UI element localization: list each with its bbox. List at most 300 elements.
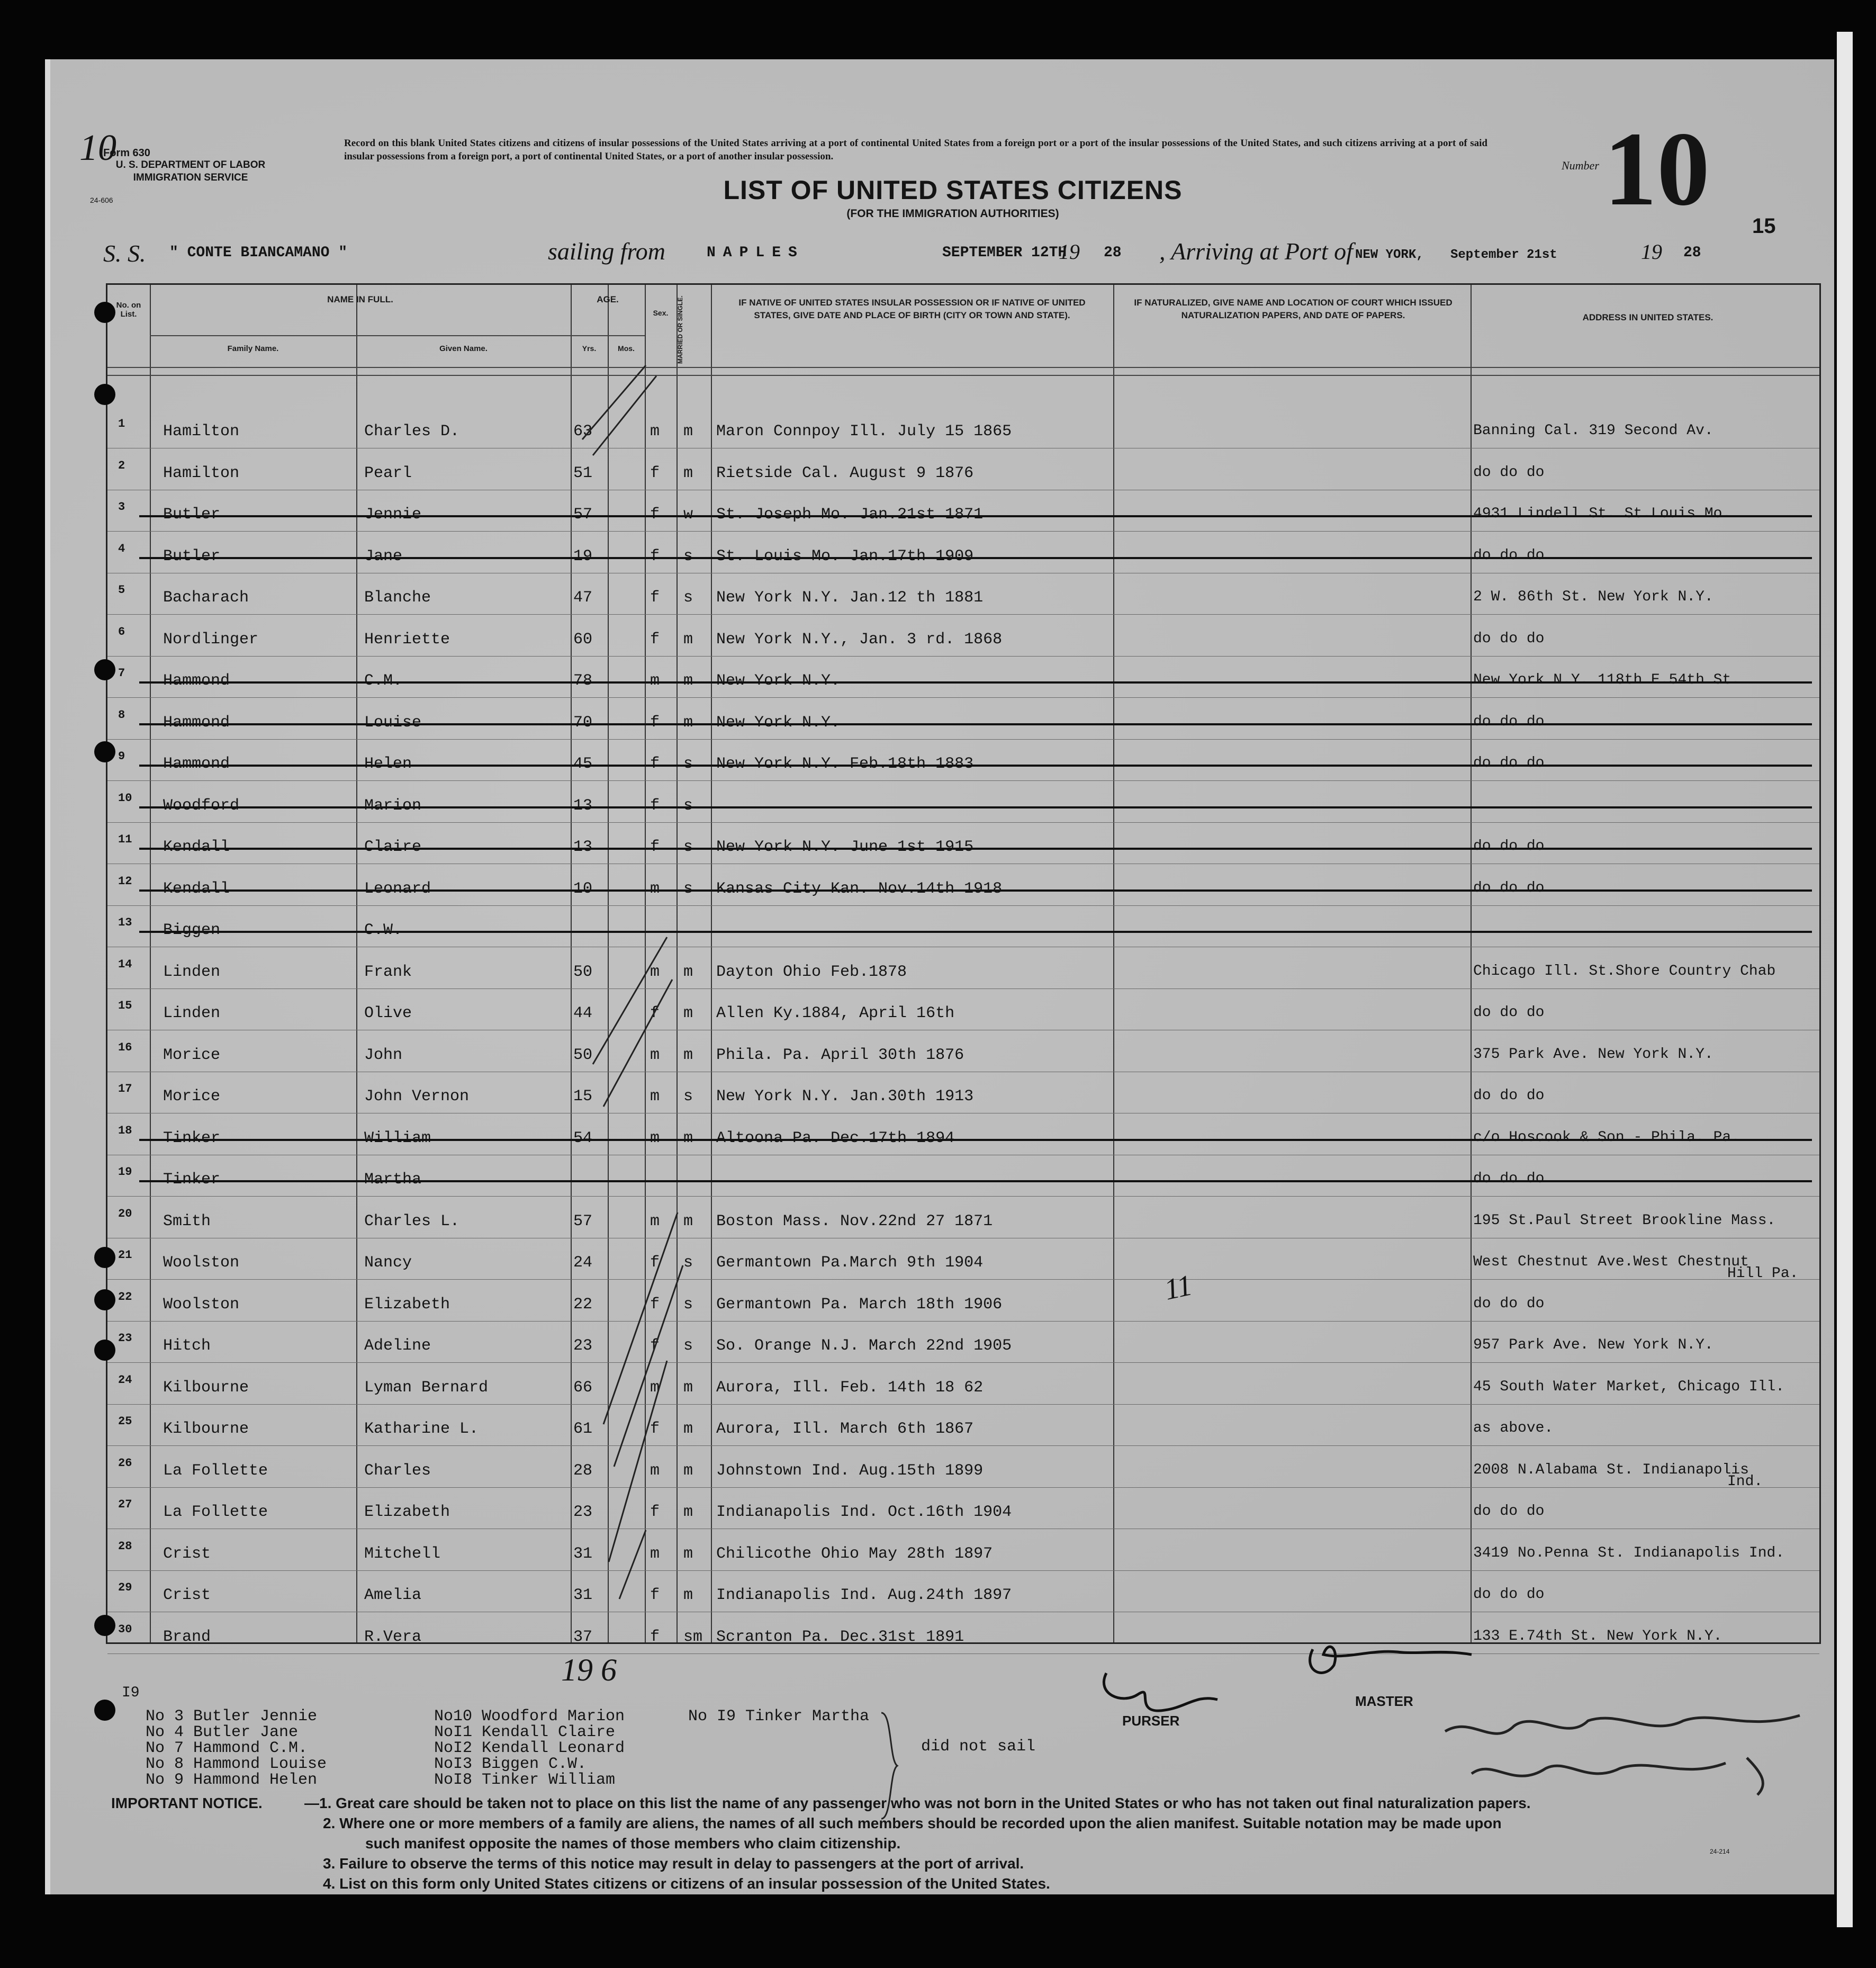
row-number: 24 xyxy=(118,1373,132,1387)
address-cell: 133 E.74th St. New York N.Y. xyxy=(1473,1628,1722,1645)
strike-through xyxy=(139,557,1812,559)
sex-cell: f xyxy=(650,1628,660,1646)
sex-cell: f xyxy=(650,464,660,482)
did-not-sail-item: No 7 Hammond C.M. xyxy=(146,1739,308,1757)
age-cell: 50 xyxy=(573,963,593,981)
family-name-cell: Linden xyxy=(163,963,221,981)
did-not-sail-item: NoI1 Kendall Claire xyxy=(434,1723,616,1741)
marital-status-cell: m xyxy=(683,1544,693,1563)
row-number: 30 xyxy=(118,1622,132,1636)
did-not-sail-item: NoI3 Biggen C.W. xyxy=(434,1755,587,1773)
row-rule xyxy=(107,1404,1819,1405)
given-name-cell: Jane xyxy=(364,547,403,565)
strike-through xyxy=(139,1180,1812,1182)
col-naturalized-header: IF NATURALIZED, GIVE NAME AND LOCATION OF COURT WHICH ISSUED NATURALIZATION PAPERS, AND DATE OF PAPERS. xyxy=(1134,298,1453,320)
punch-hole xyxy=(94,302,115,323)
sailing-label: sailing from xyxy=(548,238,665,265)
family-name-cell: Linden xyxy=(163,1004,221,1022)
did-not-sail-item: NoI2 Kendall Leonard xyxy=(434,1739,625,1757)
col-address-header: ADDRESS IN UNITED STATES. xyxy=(1582,312,1713,322)
page-subtitle: (FOR THE IMMIGRATION AUTHORITIES) xyxy=(846,208,1059,220)
row-rule xyxy=(107,1196,1819,1197)
address-cell: do do do xyxy=(1473,1088,1545,1104)
age-cell: 45 xyxy=(573,755,593,773)
header-divider xyxy=(107,375,1819,376)
row-rule xyxy=(107,697,1819,698)
family-name-cell: Morice xyxy=(163,1088,221,1106)
row-rule xyxy=(107,780,1819,781)
row-rule xyxy=(107,822,1819,823)
sailing-year-suffix: 28 xyxy=(1104,245,1122,261)
marital-status-cell: w xyxy=(683,506,693,524)
col-divider xyxy=(356,285,357,1642)
sex-cell: f xyxy=(650,796,660,815)
arrival-year-prefix: 19 xyxy=(1641,240,1662,264)
family-name-cell: Hamilton xyxy=(163,464,240,482)
family-name-cell: La Follette xyxy=(163,1461,268,1480)
family-name-cell: Hitch xyxy=(163,1337,211,1355)
row-rule xyxy=(107,905,1819,906)
strike-through xyxy=(139,806,1812,808)
birth-cell: New York N.Y., Jan. 3 rd. 1868 xyxy=(716,630,1003,649)
row-number: 20 xyxy=(118,1207,132,1220)
number-label: Number xyxy=(1562,159,1599,172)
family-name-cell: Biggen xyxy=(163,921,221,939)
given-name-cell: Charles L. xyxy=(364,1212,460,1230)
punch-hole xyxy=(94,1700,115,1721)
row-number: 17 xyxy=(118,1082,132,1095)
marital-status-cell: m xyxy=(683,713,693,732)
given-name-cell: Charles xyxy=(364,1461,431,1480)
marital-status-cell: m xyxy=(683,464,693,482)
notice-code: 24-214 xyxy=(1710,1848,1730,1855)
marital-status-cell: m xyxy=(683,1212,693,1230)
age-cell: 23 xyxy=(573,1503,593,1521)
marital-status-cell: s xyxy=(683,1088,693,1106)
header-divider xyxy=(107,367,1819,368)
age-cell: 70 xyxy=(573,713,593,732)
page-stamp: 15 xyxy=(1752,214,1776,238)
address-continuation: Ind. xyxy=(1727,1473,1763,1490)
sex-cell: m xyxy=(650,1212,660,1230)
sex-cell: f xyxy=(650,1337,660,1355)
family-name-cell: Hammond xyxy=(163,713,230,732)
given-name-cell: Adeline xyxy=(364,1337,431,1355)
given-name-cell: Frank xyxy=(364,963,412,981)
birth-cell: Germantown Pa. March 18th 1906 xyxy=(716,1295,1003,1314)
birth-cell: Scranton Pa. Dec.31st 1891 xyxy=(716,1628,964,1646)
address-cell: do do do xyxy=(1473,879,1545,896)
family-name-cell: Smith xyxy=(163,1212,211,1230)
marital-status-cell: m xyxy=(683,1420,693,1438)
did-not-sail-label: did not sail xyxy=(921,1738,1036,1756)
form-number: Form 630 xyxy=(103,147,150,159)
age-cell: 15 xyxy=(573,1088,593,1106)
family-name-cell: Butler xyxy=(163,547,221,565)
punch-hole xyxy=(94,659,115,680)
col-age-header: AGE. xyxy=(597,294,619,304)
age-cell: 60 xyxy=(573,630,593,649)
given-name-cell: Marion xyxy=(364,796,422,815)
family-name-cell: Woolston xyxy=(163,1295,240,1314)
marital-status-cell: m xyxy=(683,1461,693,1480)
address-cell: do do do xyxy=(1473,1295,1545,1312)
birth-cell: Allen Ky.1884, April 16th xyxy=(716,1004,955,1022)
col-divider xyxy=(1471,285,1472,1642)
notice-line: 3. Failure to observe the terms of this notice may result in delay to passengers at the port of arrival. xyxy=(323,1855,1024,1872)
marital-status-cell: m xyxy=(683,1586,693,1604)
row-rule xyxy=(107,1570,1819,1571)
given-name-cell: R.Vera xyxy=(364,1628,422,1646)
sailing-date: SEPTEMBER 12TH xyxy=(942,245,1067,261)
service-name: IMMIGRATION SERVICE xyxy=(133,172,248,183)
family-name-cell: Brand xyxy=(163,1628,211,1646)
family-name-cell: Hamilton xyxy=(163,423,240,441)
sex-cell: f xyxy=(650,630,660,649)
col-divider xyxy=(150,285,151,1642)
given-name-cell: Helen xyxy=(364,755,412,773)
col-married-header: MARRIED OR SINGLE. xyxy=(677,295,684,364)
row-number: 13 xyxy=(118,916,132,929)
birth-cell: Dayton Ohio Feb.1878 xyxy=(716,963,907,981)
row-number: 28 xyxy=(118,1539,132,1553)
purser-label: PURSER xyxy=(1122,1713,1180,1729)
row-number: 29 xyxy=(118,1581,132,1594)
row-number: 23 xyxy=(118,1332,132,1345)
birth-cell: New York N.Y. Feb.18th 1883 xyxy=(716,755,974,773)
row-number: 19 xyxy=(118,1165,132,1179)
given-name-cell: Henriette xyxy=(364,630,450,649)
address-cell: c/o Hoscook & Son - Phila. Pa. xyxy=(1473,1129,1740,1146)
family-name-cell: Crist xyxy=(163,1544,211,1563)
row-rule xyxy=(107,1445,1819,1446)
age-cell: 31 xyxy=(573,1586,593,1604)
age-cell: 22 xyxy=(573,1295,593,1314)
birth-cell: New York N.Y. Jan.30th 1913 xyxy=(716,1088,974,1106)
birth-cell: Altoona Pa. Dec.17th 1894 xyxy=(716,1129,955,1147)
sex-cell: m xyxy=(650,1378,660,1397)
birth-cell: Rietside Cal. August 9 1876 xyxy=(716,464,974,482)
birth-cell: Chilicothe Ohio May 28th 1897 xyxy=(716,1544,993,1563)
family-name-cell: Nordlinger xyxy=(163,630,259,649)
row-number: 1 xyxy=(118,417,125,430)
punch-hole xyxy=(94,1615,115,1636)
address-continuation: Hill Pa. xyxy=(1727,1265,1799,1282)
age-cell: 66 xyxy=(573,1378,593,1397)
address-cell: Chicago Ill. St.Shore Country Chab xyxy=(1473,963,1776,979)
sex-cell: m xyxy=(650,963,660,981)
family-name-cell: Kendall xyxy=(163,879,230,898)
did-not-sail-item: No 9 Hammond Helen xyxy=(146,1771,318,1789)
given-name-cell: Martha xyxy=(364,1171,422,1189)
punch-hole xyxy=(94,741,115,762)
row-rule xyxy=(107,531,1819,532)
header-divider xyxy=(150,335,645,336)
address-cell: New York N.Y. 118th E.54th St. xyxy=(1473,672,1740,688)
age-cell: 37 xyxy=(573,1628,593,1646)
given-name-cell: Olive xyxy=(364,1004,412,1022)
age-cell: 51 xyxy=(573,464,593,482)
page-title: LIST OF UNITED STATES CITIZENS xyxy=(723,175,1183,205)
marital-status-cell: sm xyxy=(683,1628,703,1646)
given-name-cell: Claire xyxy=(364,838,422,856)
arrival-date: September 21st xyxy=(1450,248,1557,262)
address-cell: do do do xyxy=(1473,547,1545,564)
sex-cell: f xyxy=(650,755,660,773)
arriving-label: , Arriving at Port of xyxy=(1159,238,1353,265)
marital-status-cell: m xyxy=(683,1378,693,1397)
given-name-cell: Charles D. xyxy=(364,423,460,441)
birth-cell: Maron Connpoy Ill. July 15 1865 xyxy=(716,423,1012,441)
address-cell: do do do xyxy=(1473,755,1545,771)
strike-through xyxy=(139,723,1812,725)
family-name-cell: Kilbourne xyxy=(163,1420,249,1438)
birth-cell: Johnstown Ind. Aug.15th 1899 xyxy=(716,1461,984,1480)
record-instructions: Record on this blank United States citizens and citizens of insular possessions of the United States arriving at a port of continental United States from a foreign port or a port of the insular possessions of the United States, and such citizens arriving at a port of said insular possessions from a foreign port, a port of continental United States, or a port of another insular possession. xyxy=(344,138,1487,162)
given-name-cell: William xyxy=(364,1129,431,1147)
age-cell: 44 xyxy=(573,1004,593,1022)
strike-through xyxy=(139,765,1812,767)
sex-cell: m xyxy=(650,1088,660,1106)
row-number: 3 xyxy=(118,500,125,514)
did-not-sail-item: No 4 Butler Jane xyxy=(146,1723,299,1741)
given-name-cell: Leonard xyxy=(364,879,431,898)
age-cell: 57 xyxy=(573,1212,593,1230)
sex-cell: f xyxy=(650,547,660,565)
row-rule xyxy=(107,1321,1819,1322)
address-cell: do do do xyxy=(1473,464,1545,481)
family-name-cell: Tinker xyxy=(163,1129,221,1147)
age-cell: 50 xyxy=(573,1046,593,1064)
family-name-cell: Woodford xyxy=(163,796,240,815)
department-name: U. S. DEPARTMENT OF LABOR xyxy=(115,159,266,170)
given-name-cell: John Vernon xyxy=(364,1088,470,1106)
marital-status-cell: s xyxy=(683,838,693,856)
row-number: 2 xyxy=(118,459,125,472)
age-cell: 13 xyxy=(573,838,593,856)
row-number: 16 xyxy=(118,1040,132,1054)
col-no-header: No. on List. xyxy=(116,301,141,319)
marital-status-cell: s xyxy=(683,547,693,565)
address-cell: 375 Park Ave. New York N.Y. xyxy=(1473,1046,1713,1063)
family-name-cell: Hammond xyxy=(163,672,230,690)
birth-cell: Indianapolis Ind. Oct.16th 1904 xyxy=(716,1503,1012,1521)
row-number: 22 xyxy=(118,1290,132,1304)
row-number: 11 xyxy=(118,833,132,846)
row-number: 7 xyxy=(118,667,125,680)
inspector-signature xyxy=(1429,1700,1842,1805)
address-cell: 45 South Water Market, Chicago Ill. xyxy=(1473,1378,1785,1395)
address-cell: do do do xyxy=(1473,838,1545,855)
sex-cell: f xyxy=(650,1295,660,1314)
sailing-port: NAPLES xyxy=(707,245,805,261)
handwritten-tally: 19 6 xyxy=(561,1652,617,1687)
birth-cell: St. Joseph Mo. Jan.21st 1871 xyxy=(716,506,984,524)
sex-cell: m xyxy=(650,1461,660,1480)
birth-cell: New York N.Y. xyxy=(716,713,841,732)
notice-line: —1. Great care should be taken not to place on this list the name of any passenger who was not born in the United States or who has not taken out final naturalization papers. xyxy=(304,1795,1531,1811)
did-not-sail-item: No 8 Hammond Louise xyxy=(146,1755,327,1773)
strike-through xyxy=(139,1139,1812,1141)
col-given-header: Given Name. xyxy=(439,344,488,353)
marital-status-cell: m xyxy=(683,1046,693,1064)
marital-status-cell: s xyxy=(683,589,693,607)
birth-cell: New York N.Y. Jan.12 th 1881 xyxy=(716,589,984,607)
age-cell: 61 xyxy=(573,1420,593,1438)
marital-status-cell: m xyxy=(683,1129,693,1147)
row-number: 9 xyxy=(118,750,125,763)
sex-cell: m xyxy=(650,1129,660,1147)
sex-cell: f xyxy=(650,1503,660,1521)
strike-through xyxy=(139,931,1812,933)
sex-cell: m xyxy=(650,672,660,690)
given-name-cell: Katharine L. xyxy=(364,1420,479,1438)
passenger-table xyxy=(106,283,1821,1644)
birth-cell: Aurora, Ill. March 6th 1867 xyxy=(716,1420,974,1438)
sex-cell: f xyxy=(650,1586,660,1604)
col-family-header: Family Name. xyxy=(227,344,279,353)
sex-cell: m xyxy=(650,1046,660,1064)
address-cell: 3419 No.Penna St. Indianapolis Ind. xyxy=(1473,1544,1785,1561)
col-divider xyxy=(1113,285,1114,1642)
marital-status-cell: s xyxy=(683,1337,693,1355)
form-code: 24-606 xyxy=(90,196,113,204)
col-mos-header: Mos. xyxy=(618,344,635,353)
paper-edge xyxy=(1837,32,1853,1927)
ss-label: S. S. xyxy=(103,240,146,267)
birth-cell: New York N.Y. June 1st 1915 xyxy=(716,838,974,856)
birth-cell: Boston Mass. Nov.22nd 27 1871 xyxy=(716,1212,993,1230)
family-name-cell: Woolston xyxy=(163,1254,240,1272)
sex-cell: f xyxy=(650,1254,660,1272)
passenger-count: I9 xyxy=(122,1685,140,1701)
handwritten-number: 10 xyxy=(79,128,116,168)
address-cell: West Chestnut Ave.West Chestnut xyxy=(1473,1254,1749,1270)
family-name-cell: Hammond xyxy=(163,755,230,773)
age-cell: 47 xyxy=(573,589,593,607)
birth-cell: Kansas City Kan. Nov.14th 1918 xyxy=(716,879,1003,898)
punch-hole xyxy=(94,1340,115,1361)
given-name-cell: Blanche xyxy=(364,589,431,607)
family-name-cell: La Follette xyxy=(163,1503,268,1521)
marital-status-cell: s xyxy=(683,1295,693,1314)
sex-cell: m xyxy=(650,879,660,898)
sex-cell: f xyxy=(650,713,660,732)
family-name-cell: Morice xyxy=(163,1046,221,1064)
notice-heading: IMPORTANT NOTICE. xyxy=(111,1795,263,1811)
birth-cell: St. Louis Mo. Jan.17th 1909 xyxy=(716,547,974,565)
given-name-cell: Mitchell xyxy=(364,1544,441,1563)
address-cell: do do do xyxy=(1473,713,1545,730)
address-cell: 195 St.Paul Street Brookline Mass. xyxy=(1473,1212,1776,1229)
row-number: 25 xyxy=(118,1415,132,1428)
sex-cell: m xyxy=(650,423,660,441)
col-birth-header: IF NATIVE OF UNITED STATES INSULAR POSSESSION OR IF NATIVE OF UNITED STATES, GIVE DATE AND PLACE OF BIRTH (CITY OR TOWN AND STATE). xyxy=(738,298,1086,320)
family-name-cell: Bacharach xyxy=(163,589,249,607)
address-cell: do do do xyxy=(1473,1171,1545,1187)
row-number: 4 xyxy=(118,542,125,555)
marital-status-cell: m xyxy=(683,672,693,690)
sailing-year-prefix: 19 xyxy=(1059,240,1080,264)
family-name-cell: Kilbourne xyxy=(163,1378,249,1397)
given-name-cell: John xyxy=(364,1046,403,1064)
row-number: 15 xyxy=(118,999,132,1012)
notice-line: 2. Where one or more members of a family are aliens, the names of all such members should be recorded upon the alien manifest. Suitable notation may be made upon xyxy=(323,1815,1502,1831)
did-not-sail-item: NoI8 Tinker William xyxy=(434,1771,616,1789)
handwritten-11: 11 xyxy=(1161,1269,1195,1307)
family-name-cell: Tinker xyxy=(163,1171,221,1189)
marital-status-cell: s xyxy=(683,879,693,898)
address-cell: do do do xyxy=(1473,630,1545,647)
row-rule xyxy=(107,1487,1819,1488)
given-name-cell: C.W. xyxy=(364,921,403,939)
given-name-cell: Elizabeth xyxy=(364,1503,450,1521)
age-cell: 13 xyxy=(573,796,593,815)
family-name-cell: Butler xyxy=(163,506,221,524)
row-number: 27 xyxy=(118,1498,132,1511)
age-cell: 31 xyxy=(573,1544,593,1563)
marital-status-cell: m xyxy=(683,423,693,441)
col-name-header: NAME IN FULL. xyxy=(327,294,393,304)
row-number: 10 xyxy=(118,791,132,805)
given-name-cell: Nancy xyxy=(364,1254,412,1272)
address-cell: do do do xyxy=(1473,1004,1545,1021)
sex-cell: f xyxy=(650,589,660,607)
age-cell: 78 xyxy=(573,672,593,690)
row-rule xyxy=(107,1362,1819,1363)
birth-cell: New York N.Y. xyxy=(716,672,841,690)
age-cell: 24 xyxy=(573,1254,593,1272)
age-cell: 28 xyxy=(573,1461,593,1480)
address-cell: 957 Park Ave. New York N.Y. xyxy=(1473,1337,1713,1353)
did-not-sail-item: No 3 Butler Jennie xyxy=(146,1708,318,1726)
row-rule xyxy=(107,614,1819,615)
row-number: 21 xyxy=(118,1248,132,1262)
row-number: 26 xyxy=(118,1456,132,1470)
birth-cell: Aurora, Ill. Feb. 14th 18 62 xyxy=(716,1378,984,1397)
row-number: 5 xyxy=(118,583,125,597)
age-cell: 23 xyxy=(573,1337,593,1355)
address-cell: 2 W. 86th St. New York N.Y. xyxy=(1473,589,1713,605)
birth-cell: Germantown Pa.March 9th 1904 xyxy=(716,1254,984,1272)
row-number: 14 xyxy=(118,957,132,971)
age-cell: 10 xyxy=(573,879,593,898)
department-block xyxy=(85,159,296,184)
marital-status-cell: m xyxy=(683,1503,693,1521)
age-cell: 19 xyxy=(573,547,593,565)
address-cell: do do do xyxy=(1473,1586,1545,1603)
given-name-cell: Pearl xyxy=(364,464,412,482)
col-yrs-header: Yrs. xyxy=(582,344,597,353)
age-cell: 63 xyxy=(573,423,593,441)
birth-cell: Indianapolis Ind. Aug.24th 1897 xyxy=(716,1586,1012,1604)
family-name-cell: Kendall xyxy=(163,838,230,856)
strike-through xyxy=(139,889,1812,892)
col-sex-header: Sex. xyxy=(653,309,669,317)
marital-status-cell: s xyxy=(683,1254,693,1272)
marital-status-cell: s xyxy=(683,796,693,815)
address-cell: 4931 Lindell St. St.Louis Mo. xyxy=(1473,506,1731,522)
row-number: 8 xyxy=(118,708,125,722)
given-name-cell: Lyman Bernard xyxy=(364,1378,489,1397)
ship-name: " CONTE BIANCAMANO " xyxy=(169,245,348,261)
row-number: 12 xyxy=(118,874,132,888)
row-number: 6 xyxy=(118,625,125,639)
list-number-stamp: 10 xyxy=(1604,111,1710,228)
address-cell: do do do xyxy=(1473,1503,1545,1520)
birth-cell: Phila. Pa. April 30th 1876 xyxy=(716,1046,964,1064)
punch-hole xyxy=(94,1289,115,1310)
